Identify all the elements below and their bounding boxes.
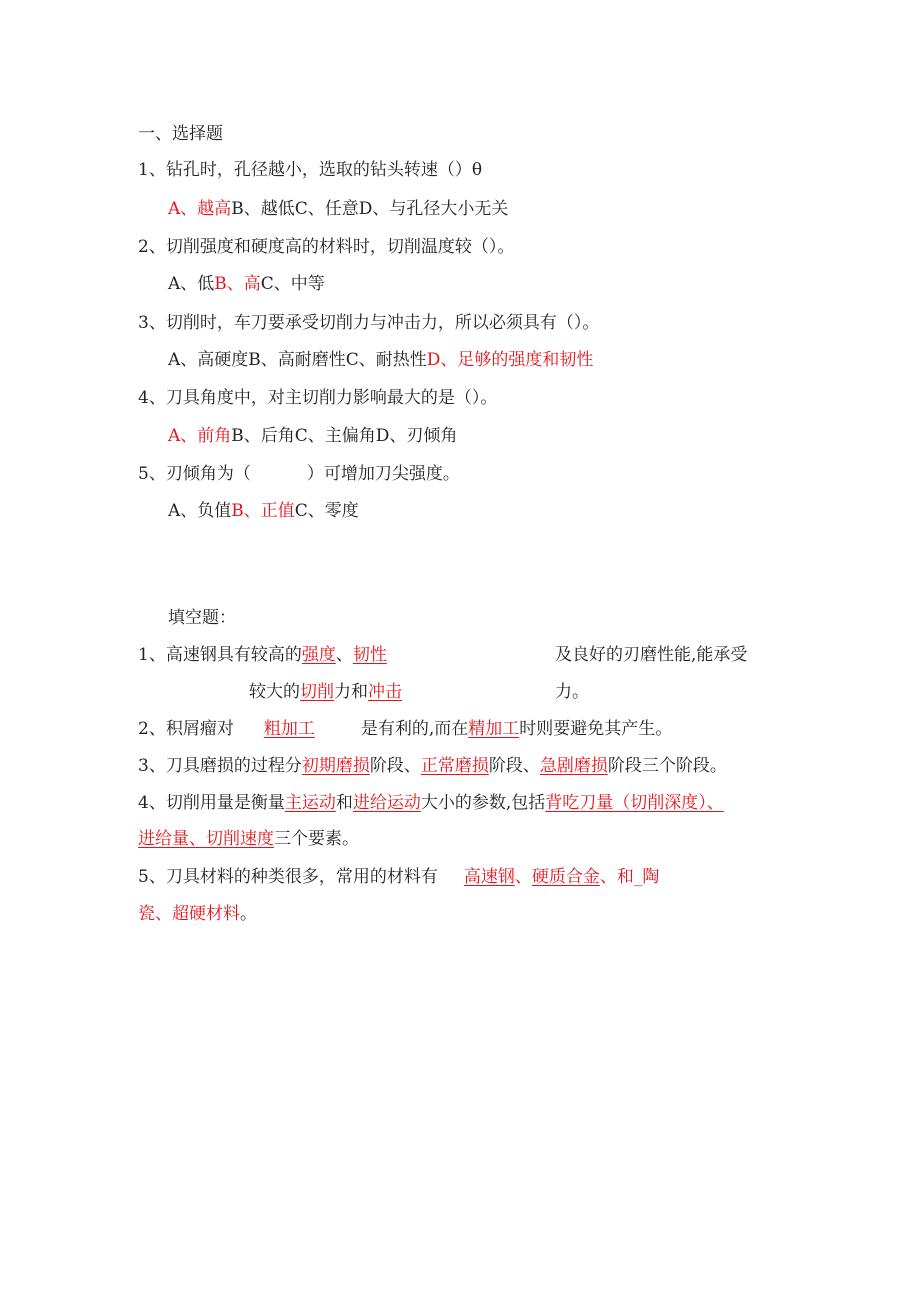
fill-text: 阶段、 [488,756,540,776]
fill-text: 和 [335,793,353,813]
stem-part-b: ）可增加刀尖强度。 [306,464,460,484]
option-a-answer: A、前角 [168,426,232,446]
question-1-options [168,197,508,221]
options-other: C、零度 [294,501,359,521]
fill-answer: 韧性 [352,645,387,665]
option-b-answer: B、高 [214,274,261,294]
section-heading-fill: 填空题： [168,608,236,628]
fill-answer: 进给量、切削速度 [138,829,274,849]
question-5-stem [138,462,460,486]
question-2-options [168,272,325,296]
option-a-answer: A、越高 [168,199,232,219]
fill-text: 2、积屑瘤对 [138,719,234,739]
options-other: A、高硬度B、高耐磨性C、耐热性 [168,350,427,370]
fill-text: 力和 [334,682,368,702]
fill-answer: 精加工 [468,719,520,739]
fill-1-line-1 [138,643,387,667]
fill-text: 时则要避免其产生。 [519,719,673,739]
option-b-answer: B、正值 [231,501,295,521]
fill-text: 、 [514,867,532,887]
question-4-stem: 4、刀具角度中，对主切削力影响最大的是（）。 [138,388,498,408]
question-3-stem: 3、切削时，车刀要承受切削力与冲击力，所以必须具有（）。 [138,313,600,333]
fill-text: 、和_陶 [599,867,660,887]
fill-answer: 瓷、超硬材料 [138,904,240,924]
fill-answer: 粗加工 [263,719,315,739]
fill-answer: 切削 [300,682,334,702]
fill-text: 5、刀具材料的种类很多，常用的材料有 [138,867,438,887]
fill-text: 是有利的,而在 [360,719,469,739]
question-2-stem: 2、切削强度和硬度高的材料时，切削温度较（）。 [138,237,515,257]
fill-3 [138,754,727,778]
stem-part-a: 5、刃倾角为（ [138,464,251,484]
fill-text: 阶段三个阶段。 [607,756,727,776]
option-d-answer: D、足够的强度和韧性 [426,350,594,370]
question-1-stem: 1、钻孔时，孔径越小，选取的钻头转速（）θ [138,160,483,180]
fill-4-line-2 [138,827,359,851]
fill-answer: 强度 [301,645,336,665]
fill-1-line-2-tail: 力。 [555,682,589,702]
fill-text: 、 [335,645,353,665]
fill-4-line-1 [138,791,724,815]
fill-1-line-2 [249,680,402,704]
fill-5-line-2 [138,902,257,926]
question-4-options [168,424,457,448]
fill-text: 大小的参数,包括 [420,793,546,813]
fill-answer: 正常磨损 [420,756,489,776]
fill-answer: 高速钢 [463,867,515,887]
option-a: A、负值 [168,501,232,521]
fill-answer: 初期磨损 [301,756,370,776]
section-heading-choice: 一、选择题 [138,124,223,144]
question-3-options [168,348,593,372]
options-other: B、后角C、主偏角D、刃倾角 [231,426,458,446]
fill-answer: 背吃刀量（切削深度）、 [545,793,724,813]
fill-text: 阶段、 [369,756,421,776]
fill-answer: 硬质合金 [531,867,600,887]
fill-answer: 急剧磨损 [539,756,608,776]
question-5-options [168,499,359,523]
fill-answer: 进给运动 [352,793,421,813]
fill-5-line-1 [138,865,659,889]
fill-1-line-1-tail: 及良好的刃磨性能,能承受 [555,645,748,665]
options-other: C、中等 [260,274,325,294]
fill-answer: 主运动 [284,793,336,813]
fill-text: 1、高速钢具有较高的 [138,645,302,665]
fill-text: 4、切削用量是衡量 [138,793,285,813]
fill-2 [138,717,672,741]
fill-answer: 冲击 [368,682,402,702]
fill-text: 三个要素。 [274,829,359,849]
fill-text: 。 [240,904,257,924]
fill-text: 3、刀具磨损的过程分 [138,756,302,776]
options-other: B、越低C、任意D、与孔径大小无关 [231,199,509,219]
option-a: A、低 [168,274,215,294]
fill-text: 较大的 [249,682,300,702]
